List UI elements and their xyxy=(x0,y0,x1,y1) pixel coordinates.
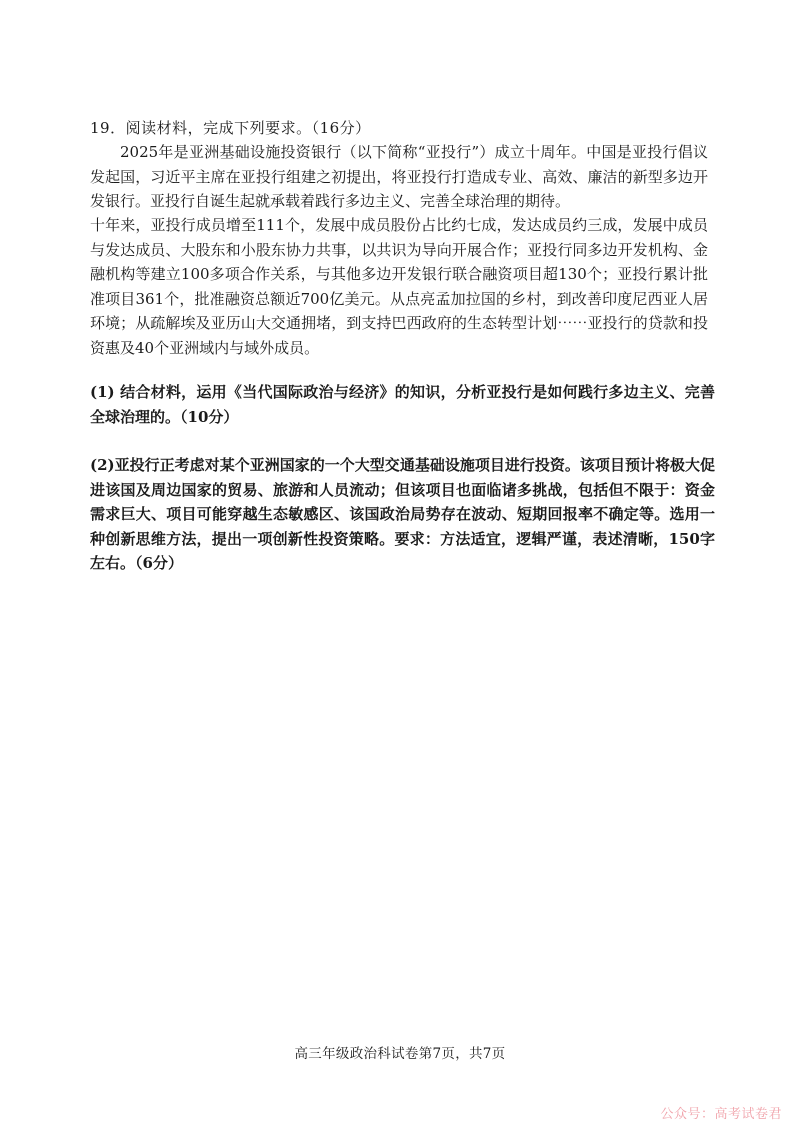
material-paragraph-1: 2025年是亚洲基础设施投资银行（以下简称“亚投行”）成立十周年。中国是亚投行倡议发起国，习近平主席在亚投行组建之初提出，将亚投行打造成专业、高效、廉洁的新型多边开发银行。亚投行自诞生起就承载着践行多边主义、完善全球治理的期待。 xyxy=(90,143,708,210)
sub-question-2: (2)亚投行正考虑对某个亚洲国家的一个大型交通基础设施项目进行投资。该项目预计将极大促进该国及周边国家的贸易、旅游和人员流动；但该项目也面临诸多挑战，包括但不限于：资金需求巨大、项目可能穿越生态敏感区、该国政治局势存在波动、短期回报率不确定等。选用一种创新思维方法，提出一项创新性投资策略。要求：方法适宜，逻辑严谨，表述清晰，150字左右。（6分） xyxy=(90,456,715,572)
page-footer: 高三年级政治科试卷第7页，共7页 xyxy=(294,1046,506,1062)
sub-question-1: (1) 结合材料，运用《当代国际政治与经济》的知识，分析亚投行是如何践行多边主义、完善全球治理的。（10分） xyxy=(90,383,715,426)
question-title: 19．阅读材料，完成下列要求。（16分） xyxy=(90,119,371,137)
material-paragraph-2: 十年来，亚投行成员增至111个，发展中成员股份占比约七成，发达成员约三成，发展中成员与发达成员、大股东和小股东协力共事，以共识为导向开展合作；亚投行同多边开发机构、金融机构等建立100多项合作关系，与其他多边开发银行联合融资项目超130个；亚投行累计批准项目361个，批准融资总额近700亿美元。从点亮孟加拉国的乡村，到改善印度尼西亚人居环境；从疏解埃及亚历山大交通拥堵，到支持巴西政府的生态转型计划⋯⋯亚投行的贷款和投资惠及40个亚洲域内与域外成员。 xyxy=(90,216,708,357)
watermark: 公众号：高考试卷君 xyxy=(660,1107,782,1122)
